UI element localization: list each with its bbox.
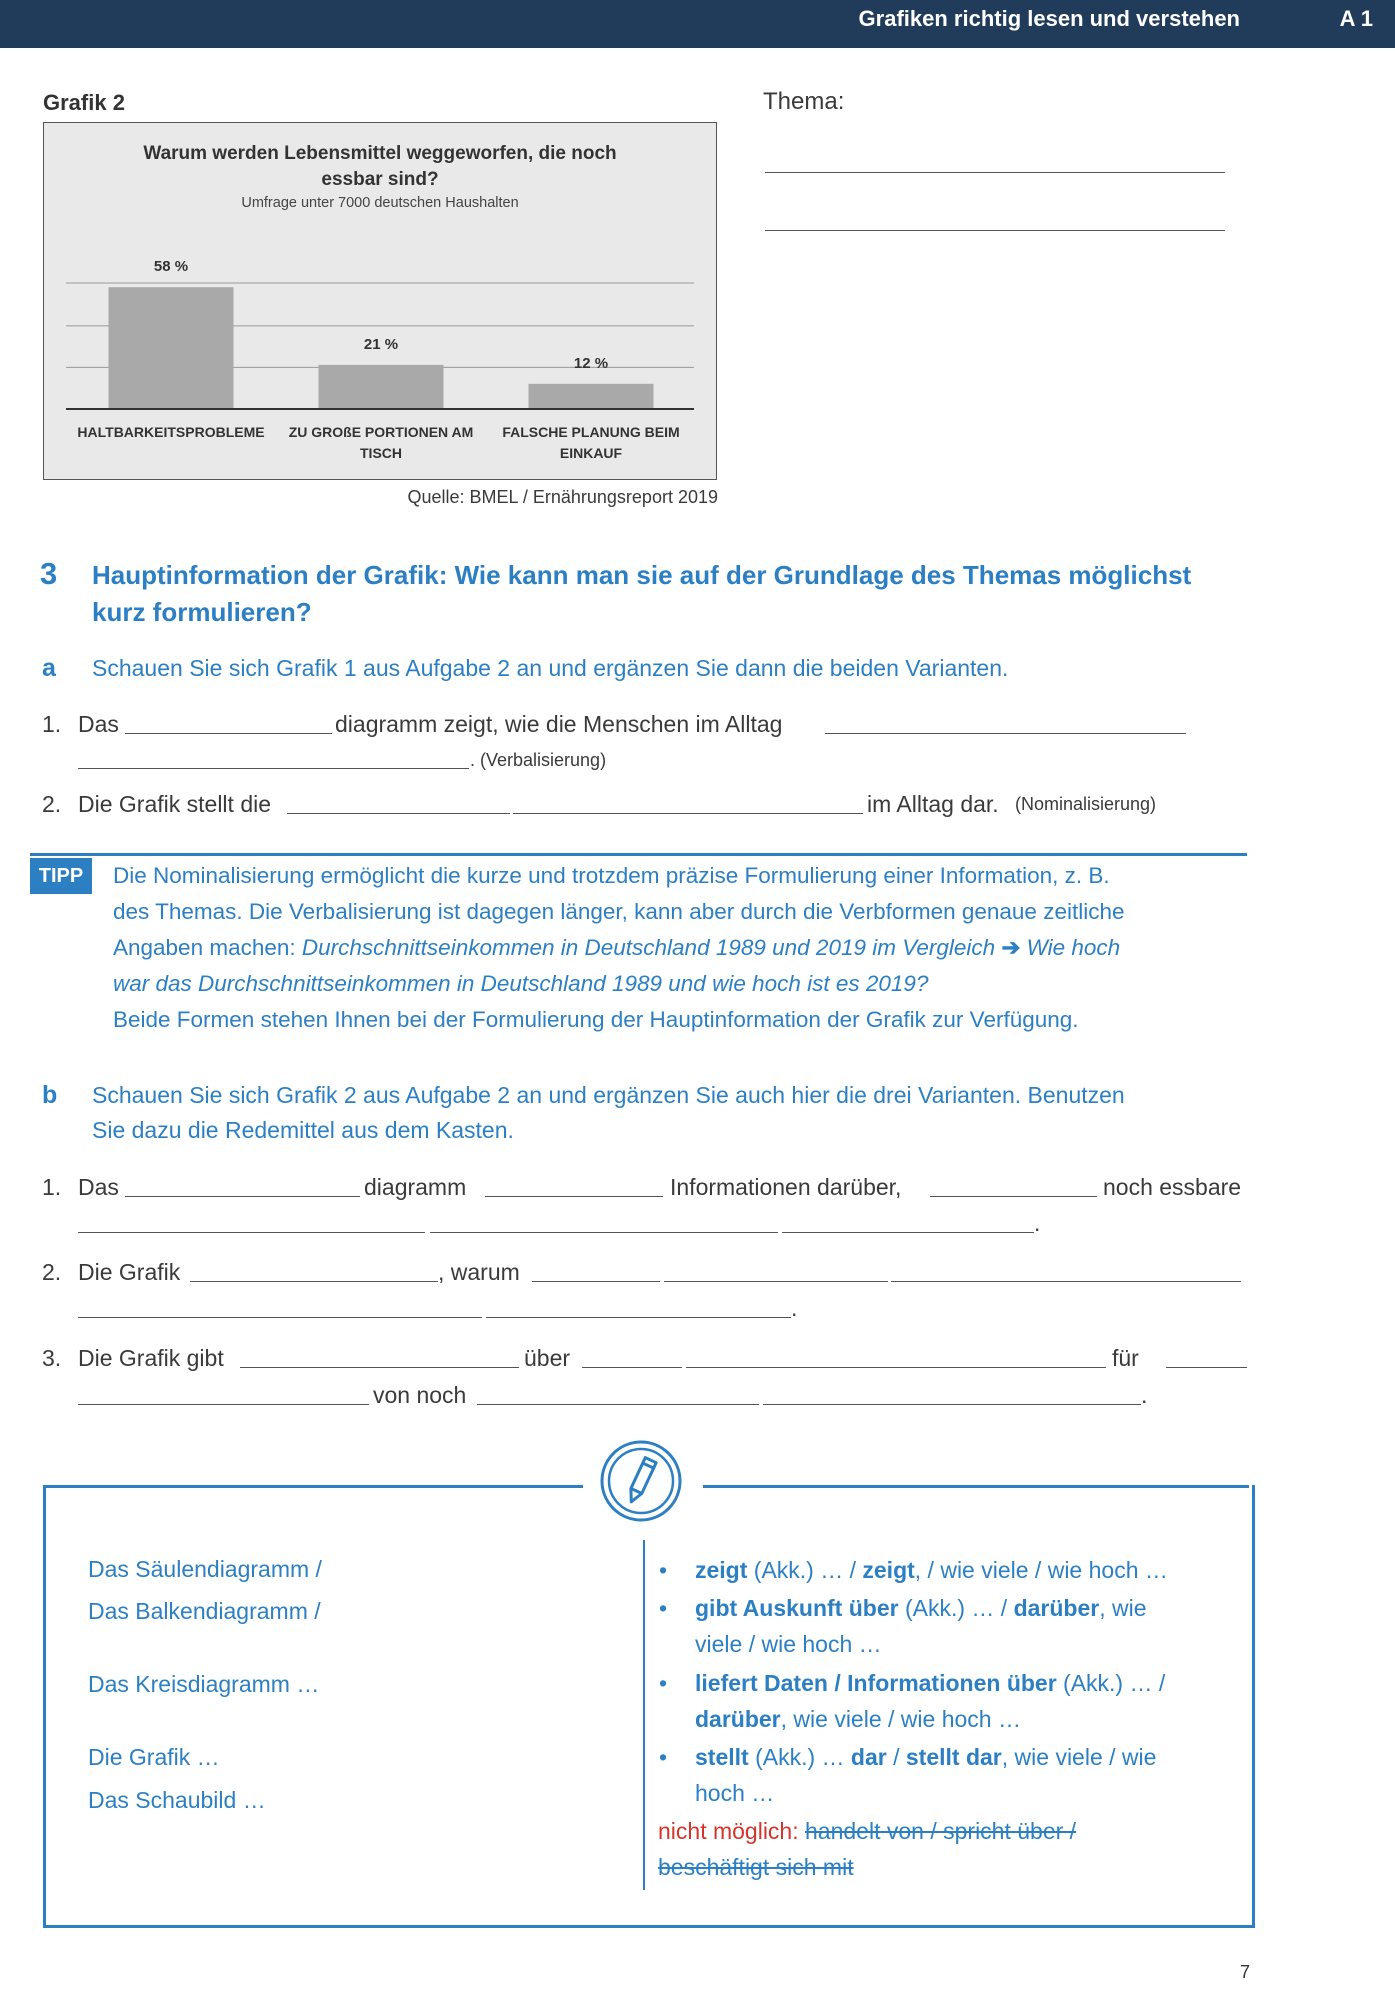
a1-verbalisierung-note: . (Verbalisierung): [470, 750, 607, 770]
blank-line[interactable]: [825, 733, 1186, 734]
blank-line[interactable]: [430, 1232, 778, 1233]
verb-text: (Akk.) … /: [1056, 1670, 1166, 1696]
verb-bold: stellt: [695, 1744, 749, 1770]
tipp-rule: [30, 853, 1247, 856]
tipp-text: [113, 858, 1233, 1038]
subtask-b-instruction-line1: Schauen Sie sich Grafik 2 aus Aufgabe 2 an und ergänzen Sie auch hier die drei Varianten. Benutzen: [92, 1082, 1125, 1108]
verb-bold: zeigt: [862, 1557, 915, 1583]
tipp-example-verbal: Wie hoch: [1020, 935, 1121, 960]
blank-line[interactable]: [485, 1196, 663, 1197]
b1-info: Informationen darüber,: [670, 1174, 902, 1200]
pencil-icon: [600, 1440, 682, 1522]
verb-bold: darüber: [1013, 1595, 1100, 1621]
blank-line[interactable]: [240, 1367, 519, 1368]
thema-label: Thema:: [763, 88, 845, 115]
blank-line[interactable]: [1166, 1367, 1247, 1368]
b2-number: 2.: [42, 1259, 62, 1285]
a2-nominalisierung-note: (Nominalisierung): [1015, 794, 1157, 814]
bar-value-label: 21 %: [363, 335, 399, 353]
a1-middle-text: diagramm zeigt, wie die Menschen im Alltag: [335, 711, 783, 737]
verb-bold: dar: [850, 1744, 887, 1770]
tipp-example-verbal: war das Durchschnittseinkommen in Deutschland 1989 und wie hoch ist es 2019?: [113, 971, 929, 996]
b3-ueber: über: [524, 1345, 571, 1371]
blank-line[interactable]: [782, 1232, 1034, 1233]
chart-panel: [43, 122, 717, 480]
blank-line[interactable]: [78, 768, 469, 769]
redemittel-subject: Das Schaubild …: [88, 1787, 266, 1813]
verb-text: , wie: [1099, 1595, 1147, 1621]
verb-bold: zeigt: [695, 1557, 748, 1583]
bar-value-label: 12 %: [573, 354, 609, 372]
chapter-title: Grafiken richtig lesen und verstehen: [858, 6, 1240, 31]
verb-text: , wie viele / wie: [1001, 1744, 1157, 1770]
b3-dot: .: [1141, 1382, 1148, 1408]
b1-number: 1.: [42, 1174, 62, 1200]
category-label: EINKAUF: [559, 445, 623, 461]
verb-bold: stellt dar: [905, 1744, 1002, 1770]
blank-line[interactable]: [891, 1281, 1241, 1282]
a1-das: Das: [78, 711, 119, 737]
arrow-icon: ➔: [1001, 935, 1021, 960]
tipp-line: Beide Formen stehen Ihnen bei der Formulierung der Hauptinformation der Grafik zur Verfügung.: [113, 1007, 1079, 1032]
subtask-b-instruction-line2: Sie dazu die Redemittel aus dem Kasten.: [92, 1117, 514, 1143]
struck-phrase: beschäftigt sich mit: [658, 1854, 854, 1880]
tipp-text-part: Angaben machen:: [113, 935, 302, 960]
tipp-line: [113, 930, 1233, 966]
b1-dot: .: [1034, 1210, 1041, 1236]
redemittel-subject: Das Säulendiagramm /: [88, 1556, 322, 1582]
b2-warum: , warum: [438, 1259, 520, 1285]
grafik-label: Grafik 2: [43, 90, 125, 115]
blank-line[interactable]: [582, 1367, 682, 1368]
tipp-line: des Themas. Die Verbalisierung ist dagegen länger, kann aber durch die Verbformen genaue zeitliche: [113, 899, 1125, 924]
task-heading-line2: kurz formulieren?: [92, 597, 312, 627]
box-divider: [643, 1540, 645, 1890]
category-label: HALTBARKEITSPROBLEME: [77, 424, 265, 440]
subtask-a-letter: a: [42, 654, 56, 682]
not-possible-note: [658, 1813, 1218, 1885]
subtask-b-letter: b: [42, 1081, 58, 1109]
verb-text: viele / wie hoch …: [695, 1631, 882, 1657]
blank-line[interactable]: [78, 1317, 482, 1318]
redemittel-bullet: • zeigt (Akk.) … / zeigt, / wie viele / wie hoch …: [659, 1557, 1168, 1583]
blank-line[interactable]: [686, 1367, 1106, 1368]
blank-line[interactable]: [78, 1404, 369, 1405]
page-number: 7: [1240, 1962, 1251, 1982]
b1-diagramm: diagramm: [364, 1174, 467, 1200]
verb-text: hoch …: [695, 1780, 775, 1806]
b3-start: Die Grafik gibt: [78, 1345, 224, 1371]
redemittel-bullet: • liefert Daten / Informationen über (Akk.) … / darüber, wie viele / wie hoch …: [659, 1670, 1166, 1732]
blank-line[interactable]: [190, 1281, 438, 1282]
bar: [529, 384, 654, 409]
verb-text: , wie viele / wie hoch …: [780, 1706, 1021, 1732]
blank-line[interactable]: [78, 1232, 425, 1233]
redemittel-subject: Das Balkendiagramm /: [88, 1598, 321, 1624]
verb-text: (Akk.) … /: [747, 1557, 863, 1583]
verb-bold: darüber: [695, 1706, 781, 1732]
blank-line[interactable]: [664, 1281, 888, 1282]
blank-line[interactable]: [532, 1281, 660, 1282]
tipp-example-nominal: Durchschnittseinkommen in Deutschland 1989 und 2019 im Vergleich: [301, 935, 996, 960]
chart-subtitle: Umfrage unter 7000 deutschen Haushalten: [241, 195, 519, 211]
b2-dot: .: [791, 1295, 798, 1321]
blank-line[interactable]: [930, 1196, 1097, 1197]
chart-source: Quelle: BMEL / Ernährungsreport 2019: [407, 487, 718, 507]
redemittel-subject: Die Grafik …: [88, 1744, 220, 1770]
verb-text: (Akk.) … /: [898, 1595, 1014, 1621]
task-heading-line1: Hauptinformation der Grafik: Wie kann man sie auf der Grundlage des Themas möglichst: [92, 560, 1192, 590]
a1-number: 1.: [42, 711, 62, 737]
thema-answer-line[interactable]: [765, 230, 1225, 231]
redemittel-subject: Das Kreisdiagramm …: [88, 1671, 320, 1697]
bar-chart: [44, 123, 716, 479]
b3-von-noch: von noch: [373, 1382, 467, 1408]
redemittel-bullet: • stellt (Akk.) … dar / stellt dar, wie viele / wie hoch …: [659, 1744, 1157, 1806]
b3-fuer: für: [1112, 1345, 1139, 1371]
chart-title-line2: essbar sind?: [321, 169, 439, 190]
b2-start: Die Grafik: [78, 1259, 181, 1285]
blank-line[interactable]: [763, 1404, 1141, 1405]
category-label: FALSCHE PLANUNG BEIM: [502, 424, 680, 440]
tipp-line: [113, 966, 1233, 1002]
tipp-line: Die Nominalisierung ermöglicht die kurze und trotzdem präzise Formulierung einer Information, z. B.: [113, 863, 1110, 888]
task-number: 3: [40, 556, 58, 591]
bar-value-label: 58 %: [153, 258, 189, 276]
a2-start: Die Grafik stellt die: [78, 791, 272, 817]
bar: [319, 365, 444, 409]
subtask-a-instruction: Schauen Sie sich Grafik 1 aus Aufgabe 2 an und ergänzen Sie dann die beiden Varianten.: [92, 655, 1009, 681]
verb-text: /: [886, 1744, 906, 1770]
blank-line[interactable]: [486, 1317, 791, 1318]
blank-line[interactable]: [287, 813, 510, 814]
chart-title-line1: Warum werden Lebensmittel weggeworfen, die noch: [143, 143, 617, 164]
not-possible-label: nicht möglich:: [658, 1818, 806, 1844]
a2-number: 2.: [42, 791, 62, 817]
header-bar: [0, 0, 1395, 48]
redemittel-bullet: • gibt Auskunft über (Akk.) … / darüber, wie viele / wie hoch …: [659, 1595, 1147, 1657]
blank-line[interactable]: [125, 733, 332, 734]
b1-end: noch essbare: [1103, 1174, 1242, 1200]
blank-line[interactable]: [477, 1404, 759, 1405]
unit-label: A 1: [1339, 6, 1373, 31]
tipp-tag: TIPP: [30, 858, 92, 894]
a2-end: im Alltag dar.: [867, 791, 999, 817]
verb-bold: gibt Auskunft über: [695, 1595, 899, 1621]
b3-number: 3.: [42, 1345, 62, 1371]
blank-line[interactable]: [125, 1196, 360, 1197]
blank-line[interactable]: [513, 813, 863, 814]
category-label: TISCH: [360, 445, 402, 461]
b1-das: Das: [78, 1174, 119, 1200]
thema-answer-line[interactable]: [765, 172, 1225, 173]
verb-bold: liefert Daten / Informationen über: [695, 1670, 1057, 1696]
bar: [109, 287, 234, 409]
struck-phrase: handelt von / spricht über /: [805, 1818, 1077, 1844]
verb-text: (Akk.) …: [748, 1744, 851, 1770]
category-label: ZU GROßE PORTIONEN AM: [288, 424, 474, 440]
verb-text: , / wie viele / wie hoch …: [914, 1557, 1168, 1583]
